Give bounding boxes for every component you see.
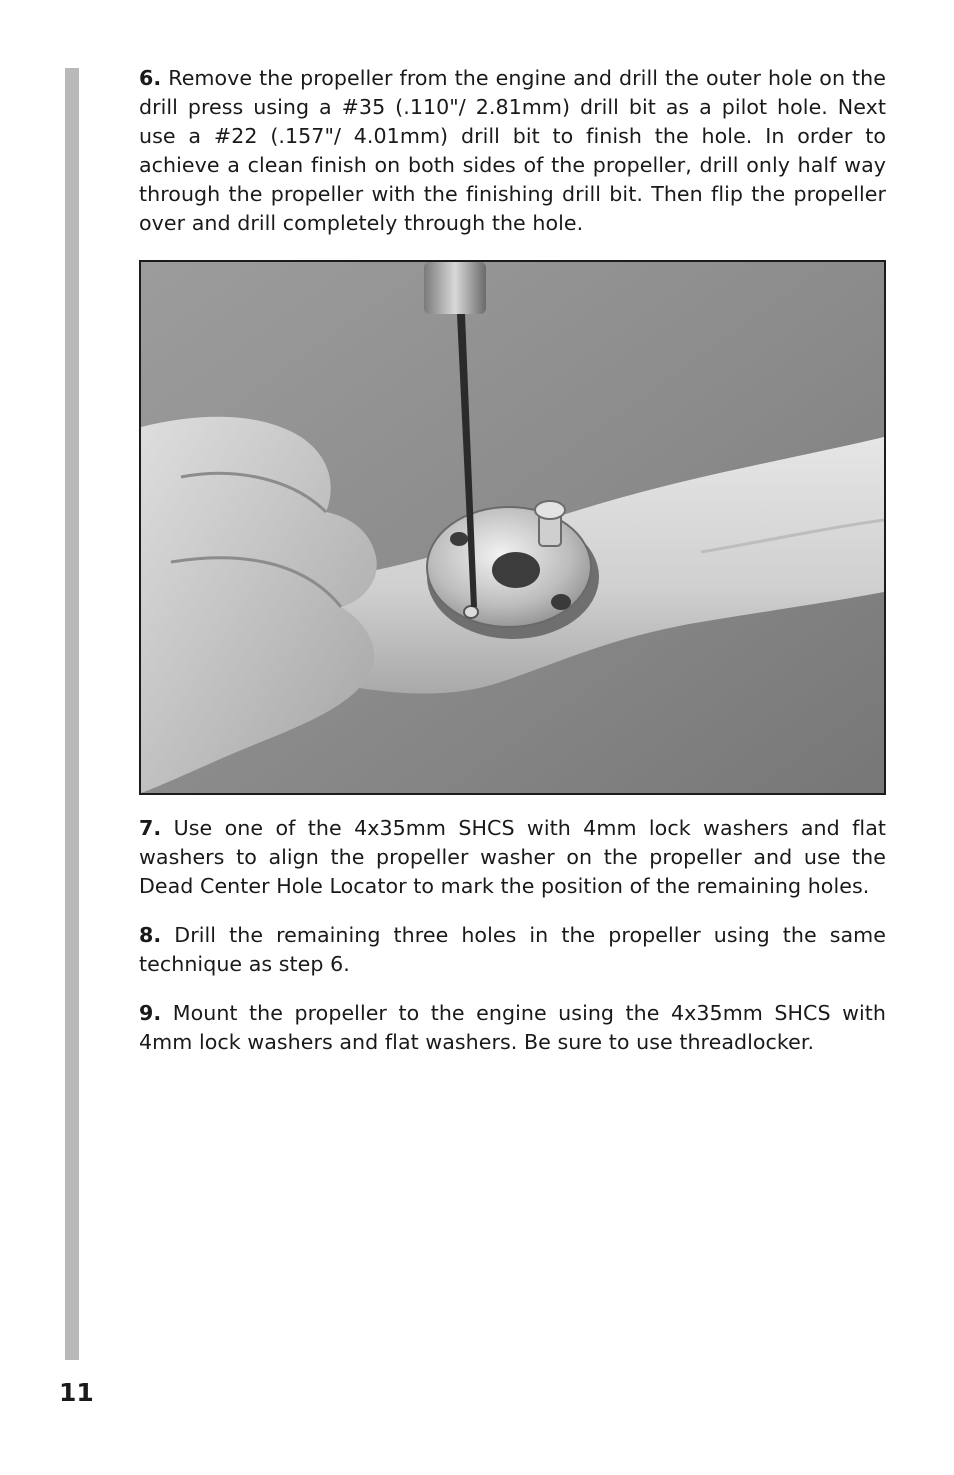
step-6-text: Remove the propeller from the engine and drill the outer hole on the drill press using a #35 (.110"/ 2.81mm) drill bit as a pilot hole. Next use a #22 (.157"/ 4.01mm) drill bit to finish the hole. In order to achieve a clean finish on both sides of the propeller, drill only half way through the propeller with the finishing drill bit. Then flip the propeller over and drill completely through the hole. [139,66,886,235]
step-7-paragraph [139,814,886,901]
drill-chuck [424,262,486,314]
step-8-paragraph [139,921,886,979]
hub-bolt-head [535,501,565,519]
step-7-number: 7. [139,816,162,840]
hub-center-hole [492,552,540,588]
step-6-number: 6. [139,66,162,90]
hub-bolt-hole-marked [464,606,478,618]
page-side-bar [65,68,79,1360]
step-9-number: 9. [139,1001,162,1025]
propeller-drilling-photo [139,260,886,795]
step-6-paragraph [139,64,886,238]
hub-bolt-hole [551,594,571,610]
page-content [139,64,886,1057]
step-8-text: Drill the remaining three holes in the propeller using the same technique as step 6. [139,923,886,976]
step-9-paragraph [139,999,886,1057]
hub-bolt-hole [450,532,468,546]
step-8-number: 8. [139,923,162,947]
step-9-text: Mount the propeller to the engine using the 4x35mm SHCS with 4mm lock washers and flat washers. Be sure to use threadlocker. [139,1001,886,1054]
propeller-photo-illustration [141,262,884,793]
step-7-text: Use one of the 4x35mm SHCS with 4mm lock washers and flat washers to align the propeller washer on the propeller and use the Dead Center Hole Locator to mark the position of the remaining holes. [139,816,886,898]
page-number: 11 [59,1378,94,1407]
